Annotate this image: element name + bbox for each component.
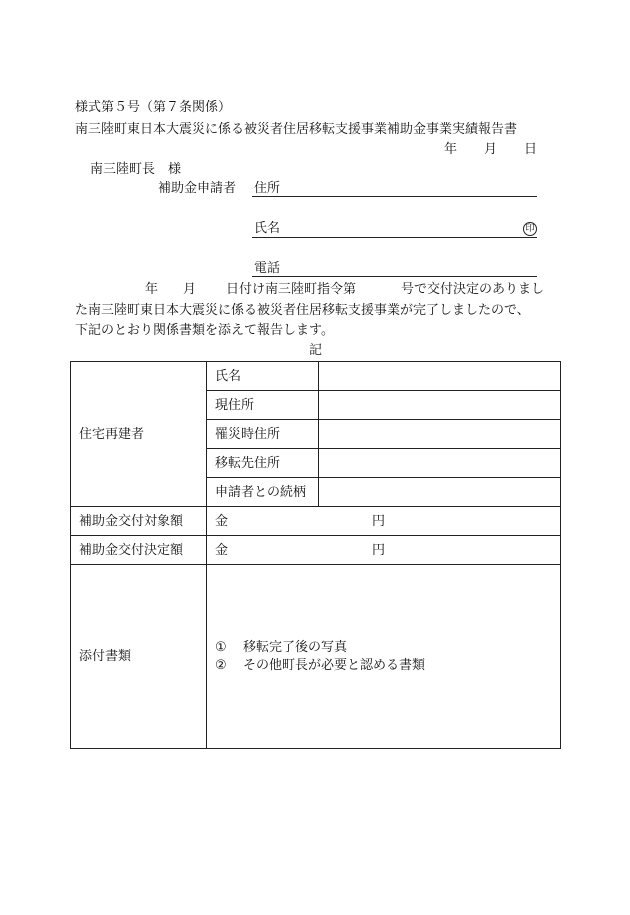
body-line1-middle: 日付け南三陸町指令第: [226, 282, 357, 297]
date-day: 日: [524, 142, 538, 157]
name-label: 氏名: [254, 221, 281, 236]
row-label-name: 氏名: [207, 362, 319, 391]
current-address-cell[interactable]: [319, 391, 561, 420]
decided-amount-unit: 円: [371, 542, 385, 558]
phone-line[interactable]: [252, 276, 537, 277]
report-table: [70, 361, 561, 749]
body-line2: た南三陸町東日本大震災に係る被災者住居移転支援事業が完了しましたので、: [75, 303, 530, 318]
addressee: 南三陸町長 様: [90, 162, 182, 177]
ki-heading: 記: [309, 343, 323, 358]
applicant-label: 補助金申請者: [158, 181, 237, 196]
attachments-label: 添付書類: [71, 565, 207, 749]
name-line[interactable]: [252, 237, 537, 238]
attachment-number: ①: [215, 639, 227, 655]
body-month: 月: [183, 282, 197, 297]
date-month: 月: [484, 142, 498, 157]
body-line3: 下記のとおり関係書類を添えて報告します。: [75, 323, 334, 338]
row-label-current-address: 現住所: [207, 391, 319, 420]
decided-amount-prefix: 金: [215, 542, 229, 558]
row-label-disaster-address: 罹災時住所: [207, 420, 319, 449]
disaster-address-cell[interactable]: [319, 420, 561, 449]
target-amount-unit: 円: [371, 513, 385, 529]
attachment-text: その他町長が必要と認める書類: [243, 657, 426, 673]
attachments-cell[interactable]: [207, 565, 561, 749]
document-title: 南三陸町東日本大震災に係る被災者住居移転支援事業補助金事業実績報告書: [75, 122, 518, 137]
seal-mark: 印: [523, 222, 537, 236]
row-label-relationship: 申請者との続柄: [207, 478, 319, 507]
form-number: 様式第５号（第７条関係）: [75, 100, 232, 115]
rebuilder-name-cell[interactable]: [319, 362, 561, 391]
target-amount-label: 補助金交付対象額: [71, 507, 207, 536]
rebuilder-label: 住宅再建者: [71, 362, 207, 507]
decided-amount-cell[interactable]: [207, 536, 561, 565]
phone-label: 電話: [254, 261, 281, 276]
body-year: 年: [145, 282, 159, 297]
relationship-cell[interactable]: [319, 478, 561, 507]
target-amount-prefix: 金: [215, 513, 229, 529]
row-label-new-address: 移転先住所: [207, 449, 319, 478]
attachment-item: [215, 639, 552, 657]
decided-amount-label: 補助金交付決定額: [71, 536, 207, 565]
date-year: 年: [444, 142, 458, 157]
address-line[interactable]: [252, 196, 537, 197]
body-line1-end: 号で交付決定のありまし: [401, 282, 545, 297]
target-amount-cell[interactable]: [207, 507, 561, 536]
attachment-number: ②: [215, 657, 227, 673]
new-address-cell[interactable]: [319, 449, 561, 478]
address-label: 住所: [254, 181, 281, 196]
attachment-item: [215, 657, 552, 675]
attachment-text: 移転完了後の写真: [243, 639, 348, 655]
